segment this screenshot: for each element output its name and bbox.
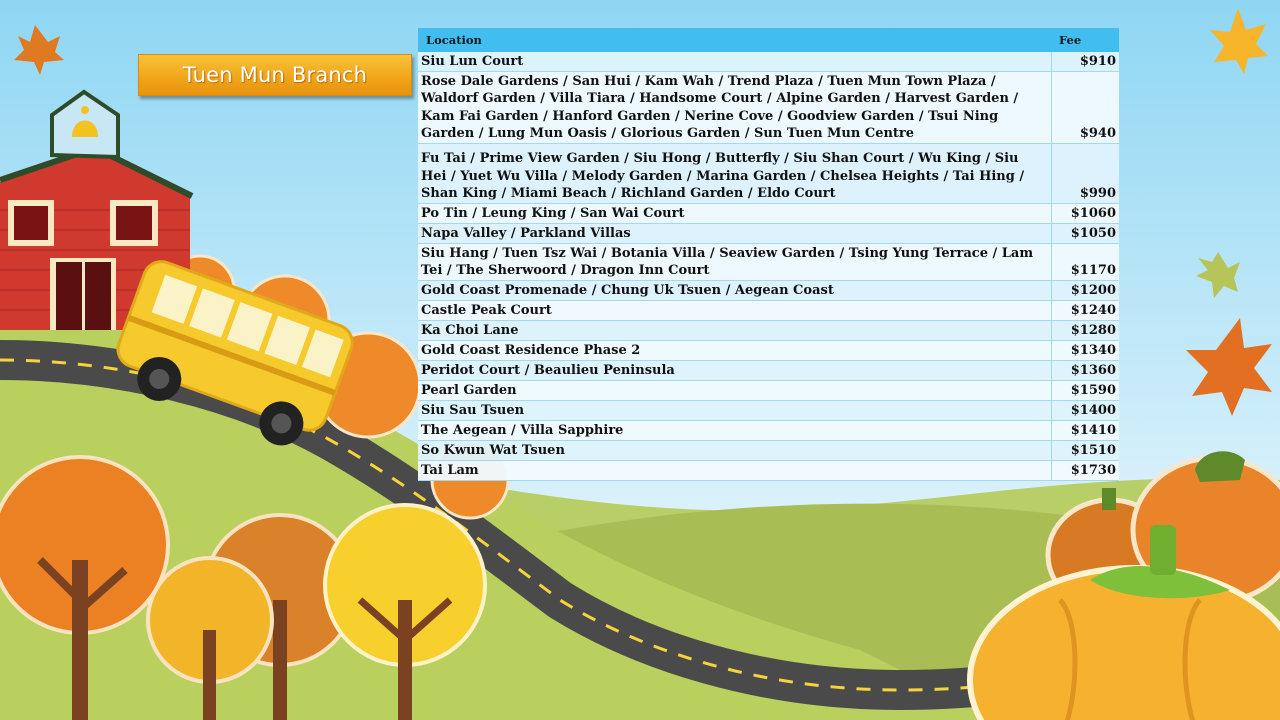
location-cell: Castle Peak Court [418,300,1051,320]
table-row [418,52,1119,71]
fee-cell: $1730 [1051,460,1119,480]
fee-cell: $1510 [1051,440,1119,460]
fee-table [418,28,1119,481]
location-cell: Rose Dale Gardens / San Hui / Kam Wah / Trend Plaza / Tuen Mun Town Plaza / Waldorf Garden / Villa Tiara / Handsome Court / Alpine Garden / Harvest Garden / Kam Fai Garden / Hanford Garden / Nerine Cove / Goodview Garden / Tsui Ning Garden / Lung Mun Oasis / Glorious Garden / Sun Tuen Mun Centre [418,71,1051,143]
location-cell: Fu Tai / Prime View Garden / Siu Hong / Butterfly / Siu Shan Court / Wu King / Siu Hei / Yuet Wu Villa / Melody Garden / Marina Garden / Chelsea Heights / Tai Hing / Shan King / Miami Beach / Richland Garden / Eldo Court [418,143,1051,203]
location-cell: Siu Lun Court [418,52,1051,71]
table-row [418,380,1119,400]
location-cell: Tai Lam [418,460,1051,480]
fee-cell: $910 [1051,52,1119,71]
fee-cell: $1060 [1051,203,1119,223]
location-cell: Gold Coast Promenade / Chung Uk Tsuen / Aegean Coast [418,280,1051,300]
location-cell: The Aegean / Villa Sapphire [418,420,1051,440]
table-row [418,280,1119,300]
table-header-row [418,28,1119,52]
location-cell: Peridot Court / Beaulieu Peninsula [418,360,1051,380]
table-row [418,223,1119,243]
location-cell: Napa Valley / Parkland Villas [418,223,1051,243]
table-row [418,400,1119,420]
location-cell: Ka Choi Lane [418,320,1051,340]
table-row [418,243,1119,280]
table-row [418,440,1119,460]
location-cell: So Kwun Wat Tsuen [418,440,1051,460]
branch-title-button: Tuen Mun Branch [138,54,412,96]
fee-cell: $1360 [1051,360,1119,380]
fee-cell: $1170 [1051,243,1119,280]
fee-table-body [418,52,1119,480]
location-cell: Siu Sau Tsuen [418,400,1051,420]
table-row [418,420,1119,440]
table-row [418,360,1119,380]
table-row [418,340,1119,360]
fee-cell: $1050 [1051,223,1119,243]
fee-cell: $1400 [1051,400,1119,420]
table-row [418,320,1119,340]
table-row [418,71,1119,143]
fee-cell: $1340 [1051,340,1119,360]
fee-column-header: Fee [1051,28,1119,52]
location-column-header: Location [418,28,1051,52]
location-cell: Siu Hang / Tuen Tsz Wai / Botania Villa / Seaview Garden / Tsing Yung Terrace / Lam Tei / The Sherwoord / Dragon Inn Court [418,243,1051,280]
table-row [418,143,1119,203]
table-row [418,460,1119,480]
fee-cell: $990 [1051,143,1119,203]
location-cell: Po Tin / Leung King / San Wai Court [418,203,1051,223]
location-cell: Gold Coast Residence Phase 2 [418,340,1051,360]
fee-cell: $1590 [1051,380,1119,400]
fee-cell: $1280 [1051,320,1119,340]
fee-cell: $1200 [1051,280,1119,300]
location-cell: Pearl Garden [418,380,1051,400]
table-row [418,203,1119,223]
fee-cell: $1410 [1051,420,1119,440]
table-row [418,300,1119,320]
fee-cell: $1240 [1051,300,1119,320]
fee-cell: $940 [1051,71,1119,143]
